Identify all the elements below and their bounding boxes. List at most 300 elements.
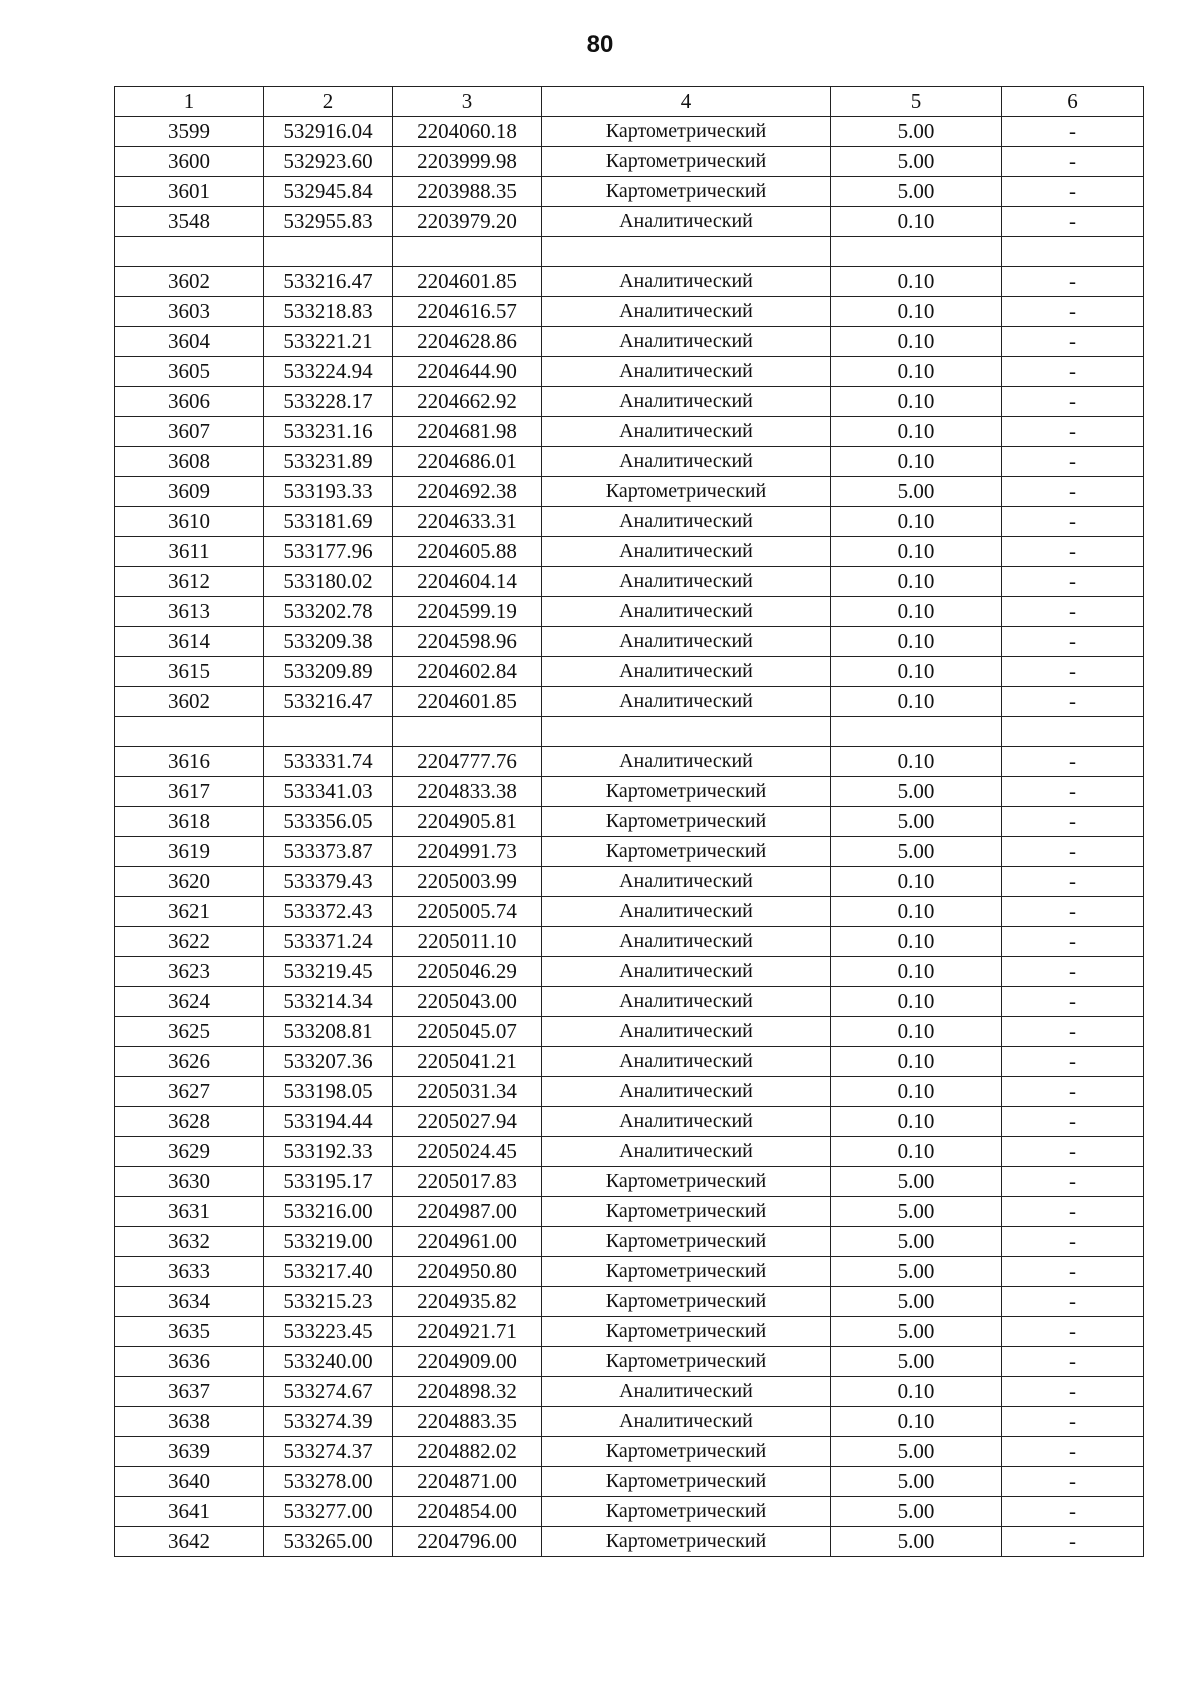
y-coordinate-cell: 2204686.01 (393, 447, 542, 477)
method-cell: Аналитический (542, 207, 831, 237)
note-cell: - (1002, 867, 1144, 897)
x-coordinate-cell: 533274.39 (264, 1407, 393, 1437)
accuracy-cell (831, 237, 1002, 267)
table-row (115, 567, 1144, 597)
accuracy-cell: 0.10 (831, 1377, 1002, 1407)
y-coordinate-cell: 2205041.21 (393, 1047, 542, 1077)
method-cell: Аналитический (542, 1137, 831, 1167)
table-row (115, 1047, 1144, 1077)
table-row (115, 327, 1144, 357)
table-row (115, 507, 1144, 537)
accuracy-cell: 0.10 (831, 1047, 1002, 1077)
point-number-cell: 3614 (115, 627, 264, 657)
method-cell: Картометрический (542, 807, 831, 837)
table-row (115, 117, 1144, 147)
x-coordinate-cell: 533278.00 (264, 1467, 393, 1497)
accuracy-cell: 5.00 (831, 1497, 1002, 1527)
point-number-cell: 3548 (115, 207, 264, 237)
x-coordinate-cell: 533180.02 (264, 567, 393, 597)
table-row (115, 1467, 1144, 1497)
accuracy-cell: 0.10 (831, 1107, 1002, 1137)
table-row (115, 807, 1144, 837)
x-coordinate-cell: 533209.38 (264, 627, 393, 657)
table-row (115, 1137, 1144, 1167)
accuracy-cell (831, 717, 1002, 747)
point-number-cell: 3619 (115, 837, 264, 867)
y-coordinate-cell: 2204644.90 (393, 357, 542, 387)
method-cell: Картометрический (542, 1287, 831, 1317)
accuracy-cell: 0.10 (831, 987, 1002, 1017)
accuracy-cell: 0.10 (831, 207, 1002, 237)
x-coordinate-cell: 533274.67 (264, 1377, 393, 1407)
accuracy-cell: 0.10 (831, 297, 1002, 327)
table-row (115, 777, 1144, 807)
y-coordinate-cell: 2204935.82 (393, 1287, 542, 1317)
method-cell: Аналитический (542, 867, 831, 897)
method-cell: Аналитический (542, 747, 831, 777)
accuracy-cell: 0.10 (831, 267, 1002, 297)
method-cell (542, 717, 831, 747)
column-header-1: 1 (115, 87, 264, 117)
accuracy-cell: 0.10 (831, 867, 1002, 897)
x-coordinate-cell: 533219.45 (264, 957, 393, 987)
note-cell: - (1002, 1257, 1144, 1287)
accuracy-cell: 5.00 (831, 177, 1002, 207)
method-cell: Аналитический (542, 417, 831, 447)
method-cell: Аналитический (542, 957, 831, 987)
y-coordinate-cell: 2204871.00 (393, 1467, 542, 1497)
x-coordinate-cell: 533202.78 (264, 597, 393, 627)
point-number-cell: 3599 (115, 117, 264, 147)
note-cell: - (1002, 387, 1144, 417)
method-cell: Картометрический (542, 1437, 831, 1467)
method-cell: Картометрический (542, 1527, 831, 1557)
note-cell: - (1002, 1347, 1144, 1377)
note-cell: - (1002, 117, 1144, 147)
accuracy-cell: 0.10 (831, 387, 1002, 417)
table-row (115, 747, 1144, 777)
table-row (115, 1107, 1144, 1137)
method-cell: Картометрический (542, 147, 831, 177)
note-cell: - (1002, 1197, 1144, 1227)
point-number-cell: 3636 (115, 1347, 264, 1377)
y-coordinate-cell: 2204898.32 (393, 1377, 542, 1407)
method-cell: Аналитический (542, 567, 831, 597)
method-cell: Аналитический (542, 1047, 831, 1077)
accuracy-cell: 5.00 (831, 837, 1002, 867)
column-header-2: 2 (264, 87, 393, 117)
column-header-3: 3 (393, 87, 542, 117)
point-number-cell: 3634 (115, 1287, 264, 1317)
table-row (115, 687, 1144, 717)
y-coordinate-cell: 2205017.83 (393, 1167, 542, 1197)
note-cell: - (1002, 597, 1144, 627)
point-number-cell: 3611 (115, 537, 264, 567)
y-coordinate-cell: 2204991.73 (393, 837, 542, 867)
point-number-cell: 3604 (115, 327, 264, 357)
method-cell (542, 237, 831, 267)
note-cell: - (1002, 1167, 1144, 1197)
method-cell: Аналитический (542, 327, 831, 357)
method-cell: Картометрический (542, 477, 831, 507)
y-coordinate-cell: 2204633.31 (393, 507, 542, 537)
y-coordinate-cell: 2204692.38 (393, 477, 542, 507)
accuracy-cell: 5.00 (831, 1437, 1002, 1467)
accuracy-cell: 5.00 (831, 477, 1002, 507)
accuracy-cell: 0.10 (831, 357, 1002, 387)
table-row (115, 447, 1144, 477)
y-coordinate-cell: 2204662.92 (393, 387, 542, 417)
y-coordinate-cell: 2204883.35 (393, 1407, 542, 1437)
x-coordinate-cell: 533209.89 (264, 657, 393, 687)
note-cell: - (1002, 1077, 1144, 1107)
method-cell: Аналитический (542, 267, 831, 297)
table-row (115, 1407, 1144, 1437)
note-cell: - (1002, 267, 1144, 297)
table-row (115, 1437, 1144, 1467)
table-row (115, 1347, 1144, 1377)
x-coordinate-cell: 533207.36 (264, 1047, 393, 1077)
y-coordinate-cell: 2204616.57 (393, 297, 542, 327)
table-row (115, 627, 1144, 657)
point-number-cell: 3622 (115, 927, 264, 957)
point-number-cell: 3641 (115, 1497, 264, 1527)
y-coordinate-cell: 2203988.35 (393, 177, 542, 207)
note-cell: - (1002, 807, 1144, 837)
y-coordinate-cell: 2204909.00 (393, 1347, 542, 1377)
x-coordinate-cell: 532916.04 (264, 117, 393, 147)
point-number-cell: 3623 (115, 957, 264, 987)
method-cell: Аналитический (542, 1107, 831, 1137)
note-cell: - (1002, 1497, 1144, 1527)
table-row (115, 207, 1144, 237)
accuracy-cell: 5.00 (831, 1227, 1002, 1257)
accuracy-cell: 0.10 (831, 537, 1002, 567)
note-cell: - (1002, 147, 1144, 177)
note-cell: - (1002, 927, 1144, 957)
table-row (115, 1257, 1144, 1287)
y-coordinate-cell: 2204905.81 (393, 807, 542, 837)
x-coordinate-cell: 533194.44 (264, 1107, 393, 1137)
note-cell: - (1002, 657, 1144, 687)
table-row (115, 987, 1144, 1017)
note-cell: - (1002, 567, 1144, 597)
y-coordinate-cell: 2205046.29 (393, 957, 542, 987)
point-number-cell: 3618 (115, 807, 264, 837)
method-cell: Картометрический (542, 177, 831, 207)
accuracy-cell: 0.10 (831, 897, 1002, 927)
y-coordinate-cell: 2203979.20 (393, 207, 542, 237)
x-coordinate-cell: 533228.17 (264, 387, 393, 417)
x-coordinate-cell: 533240.00 (264, 1347, 393, 1377)
table-row (115, 297, 1144, 327)
page-number: 80 (586, 31, 614, 58)
note-cell (1002, 237, 1144, 267)
x-coordinate-cell: 532945.84 (264, 177, 393, 207)
x-coordinate-cell: 533181.69 (264, 507, 393, 537)
method-cell: Аналитический (542, 687, 831, 717)
method-cell: Аналитический (542, 447, 831, 477)
table-row (115, 957, 1144, 987)
table-row (115, 837, 1144, 867)
point-number-cell: 3626 (115, 1047, 264, 1077)
header-row (115, 87, 1144, 117)
x-coordinate-cell: 533217.40 (264, 1257, 393, 1287)
point-number-cell: 3610 (115, 507, 264, 537)
method-cell: Картометрический (542, 777, 831, 807)
point-number-cell: 3600 (115, 147, 264, 177)
y-coordinate-cell: 2204777.76 (393, 747, 542, 777)
note-cell: - (1002, 1107, 1144, 1137)
note-cell: - (1002, 897, 1144, 927)
accuracy-cell: 5.00 (831, 1287, 1002, 1317)
x-coordinate-cell: 533193.33 (264, 477, 393, 507)
method-cell: Аналитический (542, 357, 831, 387)
point-number-cell: 3612 (115, 567, 264, 597)
point-number-cell: 3635 (115, 1317, 264, 1347)
point-number-cell (115, 717, 264, 747)
y-coordinate-cell (393, 717, 542, 747)
y-coordinate-cell: 2204796.00 (393, 1527, 542, 1557)
accuracy-cell: 0.10 (831, 417, 1002, 447)
table-row (115, 267, 1144, 297)
method-cell: Аналитический (542, 297, 831, 327)
x-coordinate-cell: 533216.47 (264, 267, 393, 297)
accuracy-cell: 0.10 (831, 927, 1002, 957)
x-coordinate-cell: 533218.83 (264, 297, 393, 327)
table-row (115, 357, 1144, 387)
method-cell: Картометрический (542, 1317, 831, 1347)
method-cell: Аналитический (542, 627, 831, 657)
accuracy-cell: 0.10 (831, 1077, 1002, 1107)
table-body (115, 117, 1144, 1557)
note-cell: - (1002, 477, 1144, 507)
table-row (115, 1287, 1144, 1317)
table-row (115, 537, 1144, 567)
y-coordinate-cell: 2204950.80 (393, 1257, 542, 1287)
note-cell: - (1002, 1017, 1144, 1047)
point-number-cell: 3603 (115, 297, 264, 327)
y-coordinate-cell: 2204605.88 (393, 537, 542, 567)
table-row (115, 417, 1144, 447)
accuracy-cell: 5.00 (831, 1257, 1002, 1287)
accuracy-cell: 5.00 (831, 1467, 1002, 1497)
y-coordinate-cell: 2205005.74 (393, 897, 542, 927)
accuracy-cell: 5.00 (831, 1527, 1002, 1557)
table-row (115, 1527, 1144, 1557)
note-cell: - (1002, 537, 1144, 567)
point-number-cell: 3621 (115, 897, 264, 927)
note-cell: - (1002, 777, 1144, 807)
method-cell: Аналитический (542, 897, 831, 927)
point-number-cell: 3627 (115, 1077, 264, 1107)
note-cell: - (1002, 207, 1144, 237)
accuracy-cell: 0.10 (831, 1137, 1002, 1167)
column-header-4: 4 (542, 87, 831, 117)
table-row (115, 897, 1144, 927)
x-coordinate-cell: 533198.05 (264, 1077, 393, 1107)
y-coordinate-cell: 2204987.00 (393, 1197, 542, 1227)
point-number-cell: 3616 (115, 747, 264, 777)
note-cell: - (1002, 747, 1144, 777)
point-number-cell: 3637 (115, 1377, 264, 1407)
x-coordinate-cell: 533277.00 (264, 1497, 393, 1527)
table-row (115, 1317, 1144, 1347)
note-cell: - (1002, 297, 1144, 327)
note-cell: - (1002, 357, 1144, 387)
x-coordinate-cell: 533195.17 (264, 1167, 393, 1197)
note-cell: - (1002, 177, 1144, 207)
x-coordinate-cell: 533231.16 (264, 417, 393, 447)
point-number-cell: 3633 (115, 1257, 264, 1287)
method-cell: Аналитический (542, 1017, 831, 1047)
table-row (115, 477, 1144, 507)
x-coordinate-cell: 533214.34 (264, 987, 393, 1017)
point-number-cell: 3629 (115, 1137, 264, 1167)
table-row (115, 147, 1144, 177)
y-coordinate-cell: 2205031.34 (393, 1077, 542, 1107)
note-cell: - (1002, 957, 1144, 987)
note-cell: - (1002, 627, 1144, 657)
y-coordinate-cell: 2204601.85 (393, 267, 542, 297)
point-number-cell (115, 237, 264, 267)
point-number-cell: 3608 (115, 447, 264, 477)
y-coordinate-cell: 2204833.38 (393, 777, 542, 807)
table-header (115, 87, 1144, 117)
method-cell: Аналитический (542, 387, 831, 417)
accuracy-cell: 5.00 (831, 1347, 1002, 1377)
x-coordinate-cell: 533216.47 (264, 687, 393, 717)
accuracy-cell: 5.00 (831, 1167, 1002, 1197)
y-coordinate-cell: 2204681.98 (393, 417, 542, 447)
y-coordinate-cell: 2204882.02 (393, 1437, 542, 1467)
note-cell: - (1002, 1317, 1144, 1347)
method-cell: Картометрический (542, 1167, 831, 1197)
point-number-cell: 3602 (115, 687, 264, 717)
x-coordinate-cell: 533341.03 (264, 777, 393, 807)
accuracy-cell: 5.00 (831, 147, 1002, 177)
table-row (115, 1227, 1144, 1257)
point-number-cell: 3638 (115, 1407, 264, 1437)
method-cell: Аналитический (542, 507, 831, 537)
table-row (115, 657, 1144, 687)
x-coordinate-cell: 533231.89 (264, 447, 393, 477)
point-number-cell: 3602 (115, 267, 264, 297)
table-row (115, 927, 1144, 957)
method-cell: Картометрический (542, 1257, 831, 1287)
y-coordinate-cell: 2205024.45 (393, 1137, 542, 1167)
table-row (115, 597, 1144, 627)
method-cell: Аналитический (542, 987, 831, 1017)
point-number-cell: 3642 (115, 1527, 264, 1557)
note-cell: - (1002, 1467, 1144, 1497)
coordinates-table (114, 86, 1144, 1557)
table-row (115, 1197, 1144, 1227)
method-cell: Аналитический (542, 927, 831, 957)
point-number-cell: 3630 (115, 1167, 264, 1197)
method-cell: Аналитический (542, 657, 831, 687)
point-number-cell: 3606 (115, 387, 264, 417)
note-cell: - (1002, 687, 1144, 717)
note-cell: - (1002, 1227, 1144, 1257)
accuracy-cell: 0.10 (831, 1017, 1002, 1047)
y-coordinate-cell: 2204599.19 (393, 597, 542, 627)
note-cell: - (1002, 1287, 1144, 1317)
x-coordinate-cell: 533372.43 (264, 897, 393, 927)
x-coordinate-cell: 533219.00 (264, 1227, 393, 1257)
table-row (115, 1077, 1144, 1107)
x-coordinate-cell: 533224.94 (264, 357, 393, 387)
x-coordinate-cell: 533208.81 (264, 1017, 393, 1047)
method-cell: Аналитический (542, 597, 831, 627)
point-number-cell: 3624 (115, 987, 264, 1017)
method-cell: Аналитический (542, 1377, 831, 1407)
point-number-cell: 3601 (115, 177, 264, 207)
note-cell (1002, 717, 1144, 747)
point-number-cell: 3613 (115, 597, 264, 627)
point-number-cell: 3628 (115, 1107, 264, 1137)
note-cell: - (1002, 987, 1144, 1017)
method-cell: Картометрический (542, 1347, 831, 1377)
table-row (115, 387, 1144, 417)
column-header-6: 6 (1002, 87, 1144, 117)
x-coordinate-cell: 533221.21 (264, 327, 393, 357)
x-coordinate-cell: 533379.43 (264, 867, 393, 897)
note-cell: - (1002, 1047, 1144, 1077)
note-cell: - (1002, 1437, 1144, 1467)
point-number-cell: 3609 (115, 477, 264, 507)
x-coordinate-cell: 533177.96 (264, 537, 393, 567)
table-row (115, 1167, 1144, 1197)
note-cell: - (1002, 507, 1144, 537)
x-coordinate-cell: 533223.45 (264, 1317, 393, 1347)
y-coordinate-cell: 2203999.98 (393, 147, 542, 177)
accuracy-cell: 0.10 (831, 567, 1002, 597)
accuracy-cell: 5.00 (831, 1197, 1002, 1227)
method-cell: Картометрический (542, 1197, 831, 1227)
x-coordinate-cell (264, 237, 393, 267)
accuracy-cell: 0.10 (831, 687, 1002, 717)
note-cell: - (1002, 327, 1144, 357)
method-cell: Картометрический (542, 837, 831, 867)
point-number-cell: 3639 (115, 1437, 264, 1467)
y-coordinate-cell: 2205045.07 (393, 1017, 542, 1047)
x-coordinate-cell: 532923.60 (264, 147, 393, 177)
x-coordinate-cell: 533192.33 (264, 1137, 393, 1167)
note-cell: - (1002, 417, 1144, 447)
y-coordinate-cell: 2204601.85 (393, 687, 542, 717)
y-coordinate-cell: 2204961.00 (393, 1227, 542, 1257)
x-coordinate-cell: 533274.37 (264, 1437, 393, 1467)
table-row (115, 1017, 1144, 1047)
accuracy-cell: 0.10 (831, 327, 1002, 357)
x-coordinate-cell: 533265.00 (264, 1527, 393, 1557)
point-number-cell: 3617 (115, 777, 264, 807)
y-coordinate-cell: 2204604.14 (393, 567, 542, 597)
point-number-cell: 3615 (115, 657, 264, 687)
accuracy-cell: 5.00 (831, 1317, 1002, 1347)
x-coordinate-cell: 533216.00 (264, 1197, 393, 1227)
table-row (115, 867, 1144, 897)
note-cell: - (1002, 1527, 1144, 1557)
x-coordinate-cell: 533371.24 (264, 927, 393, 957)
note-cell: - (1002, 1137, 1144, 1167)
table-row (115, 1497, 1144, 1527)
y-coordinate-cell: 2204854.00 (393, 1497, 542, 1527)
accuracy-cell: 0.10 (831, 597, 1002, 627)
method-cell: Аналитический (542, 1077, 831, 1107)
accuracy-cell: 5.00 (831, 117, 1002, 147)
